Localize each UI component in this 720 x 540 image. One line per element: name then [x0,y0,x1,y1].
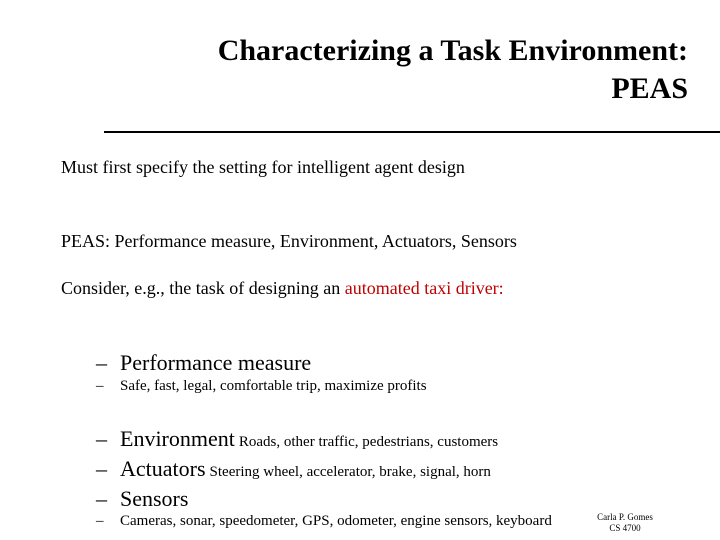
consider-prefix: Consider, e.g., the task of designing an [61,278,345,298]
dash-bullet: – [96,378,104,394]
performance-measure-item [96,350,311,376]
environment-label: Environment [120,426,235,451]
intro-text: Must first specify the setting for intelligent agent design [61,157,465,177]
slide-title [88,32,688,108]
footer-author: Carla P. Gomes [597,512,653,522]
actuators-detail: Steering wheel, accelerator, brake, signal, horn [209,464,491,480]
sensors-label: Sensors [120,486,189,511]
dash-bullet: – [96,486,107,511]
dash-bullet: – [96,513,104,529]
actuators-item [96,456,491,482]
environment-item [96,426,498,452]
dash-bullet: – [96,456,107,481]
dash-bullet: – [96,426,107,451]
taxi-driver-highlight: automated taxi driver: [344,278,504,298]
title-divider [104,131,720,133]
slide-footer [590,512,660,534]
slide-title-line2: PEAS [611,72,688,105]
slide-title-line1: Characterizing a Task Environment: [217,34,688,67]
performance-detail: Safe, fast, legal, comfortable trip, maximize profits [120,378,427,394]
sensors-detail-item [96,513,552,530]
consider-line [61,278,504,299]
actuators-label: Actuators [120,456,206,481]
performance-detail-item [96,378,427,395]
footer-course: CS 4700 [609,523,641,533]
sensors-item [96,486,188,512]
peas-definition: PEAS: Performance measure, Environment, Actuators, Sensors [61,231,517,251]
sensors-detail: Cameras, sonar, speedometer, GPS, odometer, engine sensors, keyboard [120,513,552,529]
dash-bullet: – [96,350,107,375]
performance-label: Performance measure [120,350,312,375]
environment-detail: Roads, other traffic, pedestrians, customers [238,434,499,450]
